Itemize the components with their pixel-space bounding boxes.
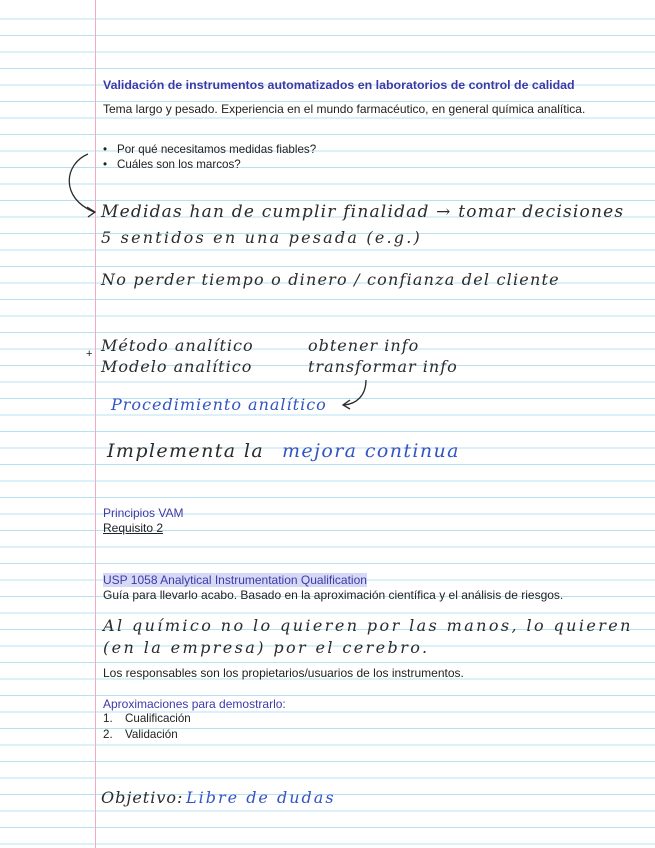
section-heading: USP 1058 Analytical Instrumentation Qualification xyxy=(103,573,367,587)
plus-mark: + xyxy=(86,348,93,360)
curved-arrow-icon xyxy=(58,150,104,222)
bullet-item: • Cuáles son los marcos? xyxy=(103,158,241,171)
handwritten-line: Objetivo: xyxy=(101,788,184,807)
handwritten-line: Al químico no lo quieren por las manos, lo quieren xyxy=(103,616,633,635)
handwritten-line: Libre de dudas xyxy=(186,788,336,807)
handwritten-line: transformar info xyxy=(308,357,458,376)
handwritten-line: No perder tiempo o dinero / confianza del cliente xyxy=(101,270,560,289)
guide-text: Guía para llevarlo acabo. Basado en la aproximación científica y el análisis de riesgos. xyxy=(103,588,564,602)
section-heading: Principios VAM xyxy=(103,506,184,520)
handwritten-line: (en la empresa) por el cerebro. xyxy=(103,638,430,657)
section-heading: Aproximaciones para demostrarlo: xyxy=(103,697,286,711)
handwritten-line: Método analítico xyxy=(101,336,254,355)
section-subheading: Requisito 2 xyxy=(103,521,164,535)
responsables-text: Los responsables son los propietarios/usuarios de los instrumentos. xyxy=(103,666,464,680)
handwritten-line: 5 sentidos en una pesada (e.g.) xyxy=(101,228,422,247)
return-arrow-icon xyxy=(336,378,376,412)
intro-text: Tema largo y pesado. Experiencia en el mundo farmacéutico, en general química analítica. xyxy=(103,102,586,116)
handwritten-line: Modelo analítico xyxy=(101,357,253,376)
page-margin-line xyxy=(95,0,96,848)
page-title: Validación de instrumentos automatizados en laboratorios de control de calidad xyxy=(103,78,575,92)
handwritten-line: mejora continua xyxy=(282,440,460,462)
handwritten-line: obtener info xyxy=(308,336,420,355)
handwritten-line: Medidas han de cumplir finalidad → tomar decisiones xyxy=(101,202,625,222)
list-item: 1. Cualificación xyxy=(103,712,191,725)
list-item: 2. Validación xyxy=(103,728,178,741)
handwritten-line: Procedimiento analítico xyxy=(111,395,327,414)
bullet-item: • Por qué necesitamos medidas fiables? xyxy=(103,143,317,156)
handwritten-line: Implementa la xyxy=(107,440,265,462)
